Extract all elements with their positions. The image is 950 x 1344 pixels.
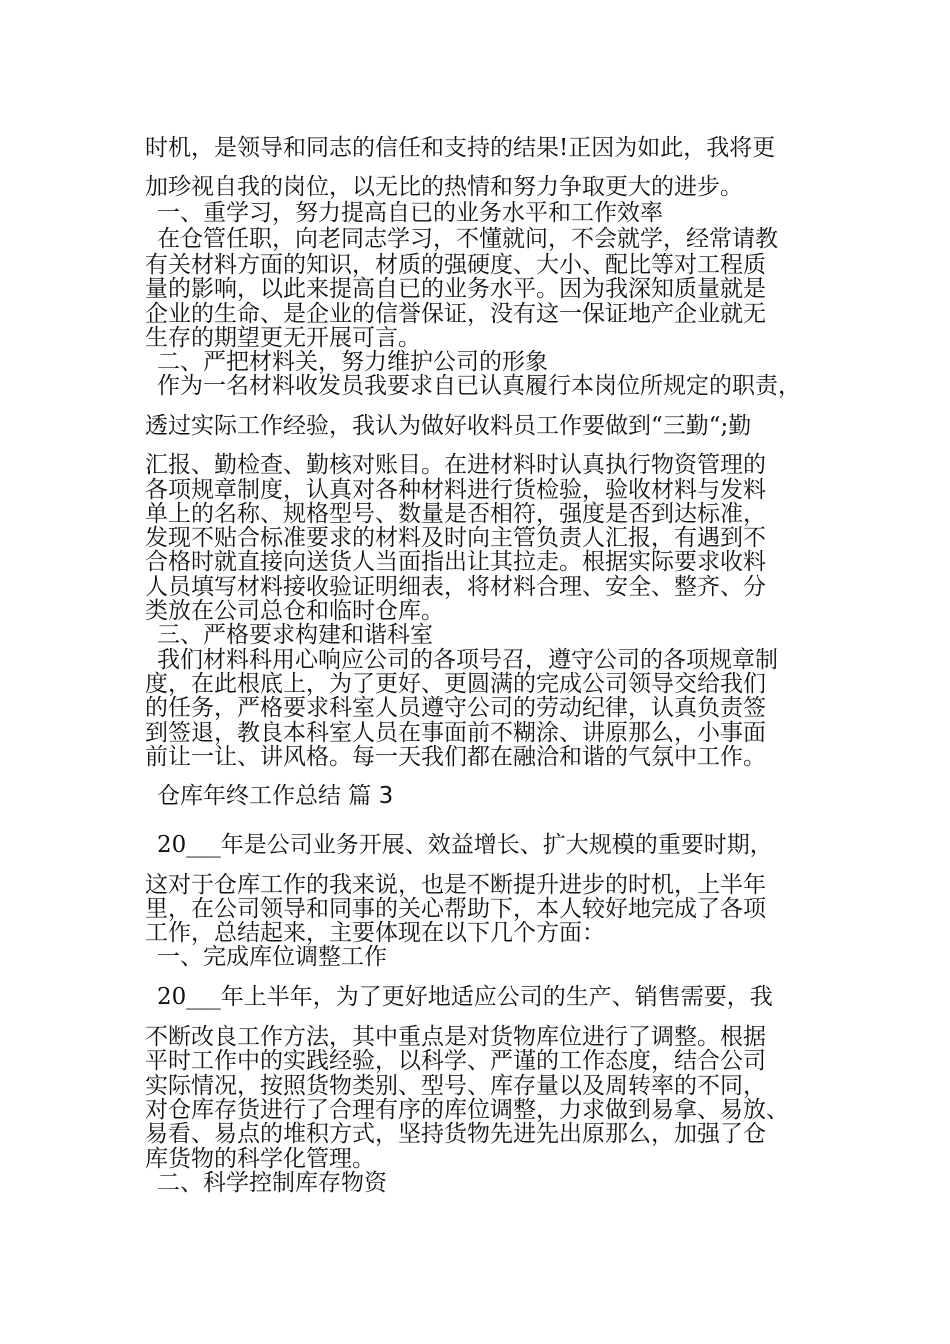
text-line: 对仓库存货进行了合理有序的库位调整，力求做到易拿、易放、 [145,1097,789,1123]
text-line: 20___年上半年，为了更好地适应公司的生产、销售需要，我 [157,984,773,1010]
text-line: 人员填写材料接收验证明细表，将材料合理、安全、整齐、分 [145,574,766,600]
text-line: 加珍视自我的岗位，以无比的热情和努力争取更大的进步。 [145,174,743,200]
text-line: 工作，总结起来，主要体现在以下几个方面： [145,920,605,946]
section-heading: 一、完成库位调整工作 [157,944,387,970]
section-heading: 二、科学控制库存物资 [157,1170,387,1196]
text-line: 量的影响，以此来提高自已的业务水平。因为我深知质量就是 [145,276,766,302]
text-line: 到签退，教良本科室人员在事面前不糊涂、讲原那么，小事面 [145,720,766,746]
text-line: 前让一让、讲风格。每一天我们都在融洽和谐的气氛中工作。 [145,744,766,770]
text-line: 企业的生命、是企业的信誉保证，没有这一保证地产企业就无 [145,301,766,327]
text-line: 易看、易点的堆积方式，坚持货物先进先出原那么，加强了仓 [145,1121,766,1147]
text-line: 透过实际工作经验，我认为做好收料员工作要做到“三勤“;勤 [145,413,752,439]
text-line: 不断改良工作方法，其中重点是对货物库位进行了调整。根据 [145,1024,766,1050]
text-line: 这对于仓库工作的我来说，也是不断提升进步的时机，上半年 [145,872,766,898]
section-heading: 二、严把材料关，努力维护公司的形象 [157,349,548,375]
text-line: 生存的期望更无开展可言。 [145,325,421,351]
text-line: 平时工作中的实践经验，以科学、严谨的工作态度，结合公司 [145,1048,766,1074]
text-line: 我们材料科用心响应公司的各项号召，遵守公司的各项规章制 [157,647,778,673]
text-line: 20___年是公司业务开展、效益增长、扩大规模的重要时期， [157,832,773,858]
text-line: 作为一名材料收发员我要求自已认真履行本岗位所规定的职责， [157,373,801,399]
text-line: 的任务，严格要求科室人员遵守公司的劳动纪律，认真负责签 [145,695,766,721]
text-line: 里，在公司领导和同事的关心帮助下，本人较好地完成了各项 [145,896,766,922]
text-line: 各项规章制度，认真对各种材料进行货检验，验收材料与发料 [145,477,766,503]
text-line: 时机，是领导和同志的信任和支持的结果!正因为如此，我将更 [145,135,776,161]
text-line: 合格时就直接向送货人当面指出让其拉走。根据实际要求收料 [145,549,766,575]
text-line: 类放在公司总仓和临时仓库。 [145,598,444,624]
text-line: 发现不贴合标准要求的材料及时向主管负责人汇报，有遇到不 [145,525,766,551]
text-line: 在仓管任职，向老同志学习，不懂就问，不会就学，经常请教 [157,226,778,252]
text-line: 实际情况，按照货物类别、型号、库存量以及周转率的不同， [145,1073,766,1099]
text-line: 度，在此根底上，为了更好、更圆满的完成公司领导交给我们 [145,671,766,697]
section-title: 仓库年终工作总结 篇 3 [157,783,394,809]
text-line: 有关材料方面的知识，材质的强硬度、大小、配比等对工程质 [145,252,766,278]
text-line: 汇报、勤检查、勤核对账目。在进材料时认真执行物资管理的 [145,452,766,478]
section-heading: 一、重学习，努力提高自已的业务水平和工作效率 [157,200,663,226]
section-heading: 三、严格要求构建和谐科室 [157,622,433,648]
text-line: 库货物的科学化管理。 [145,1146,375,1172]
text-line: 单上的名称、规格型号、数量是否相符，强度是否到达标准， [145,501,766,527]
